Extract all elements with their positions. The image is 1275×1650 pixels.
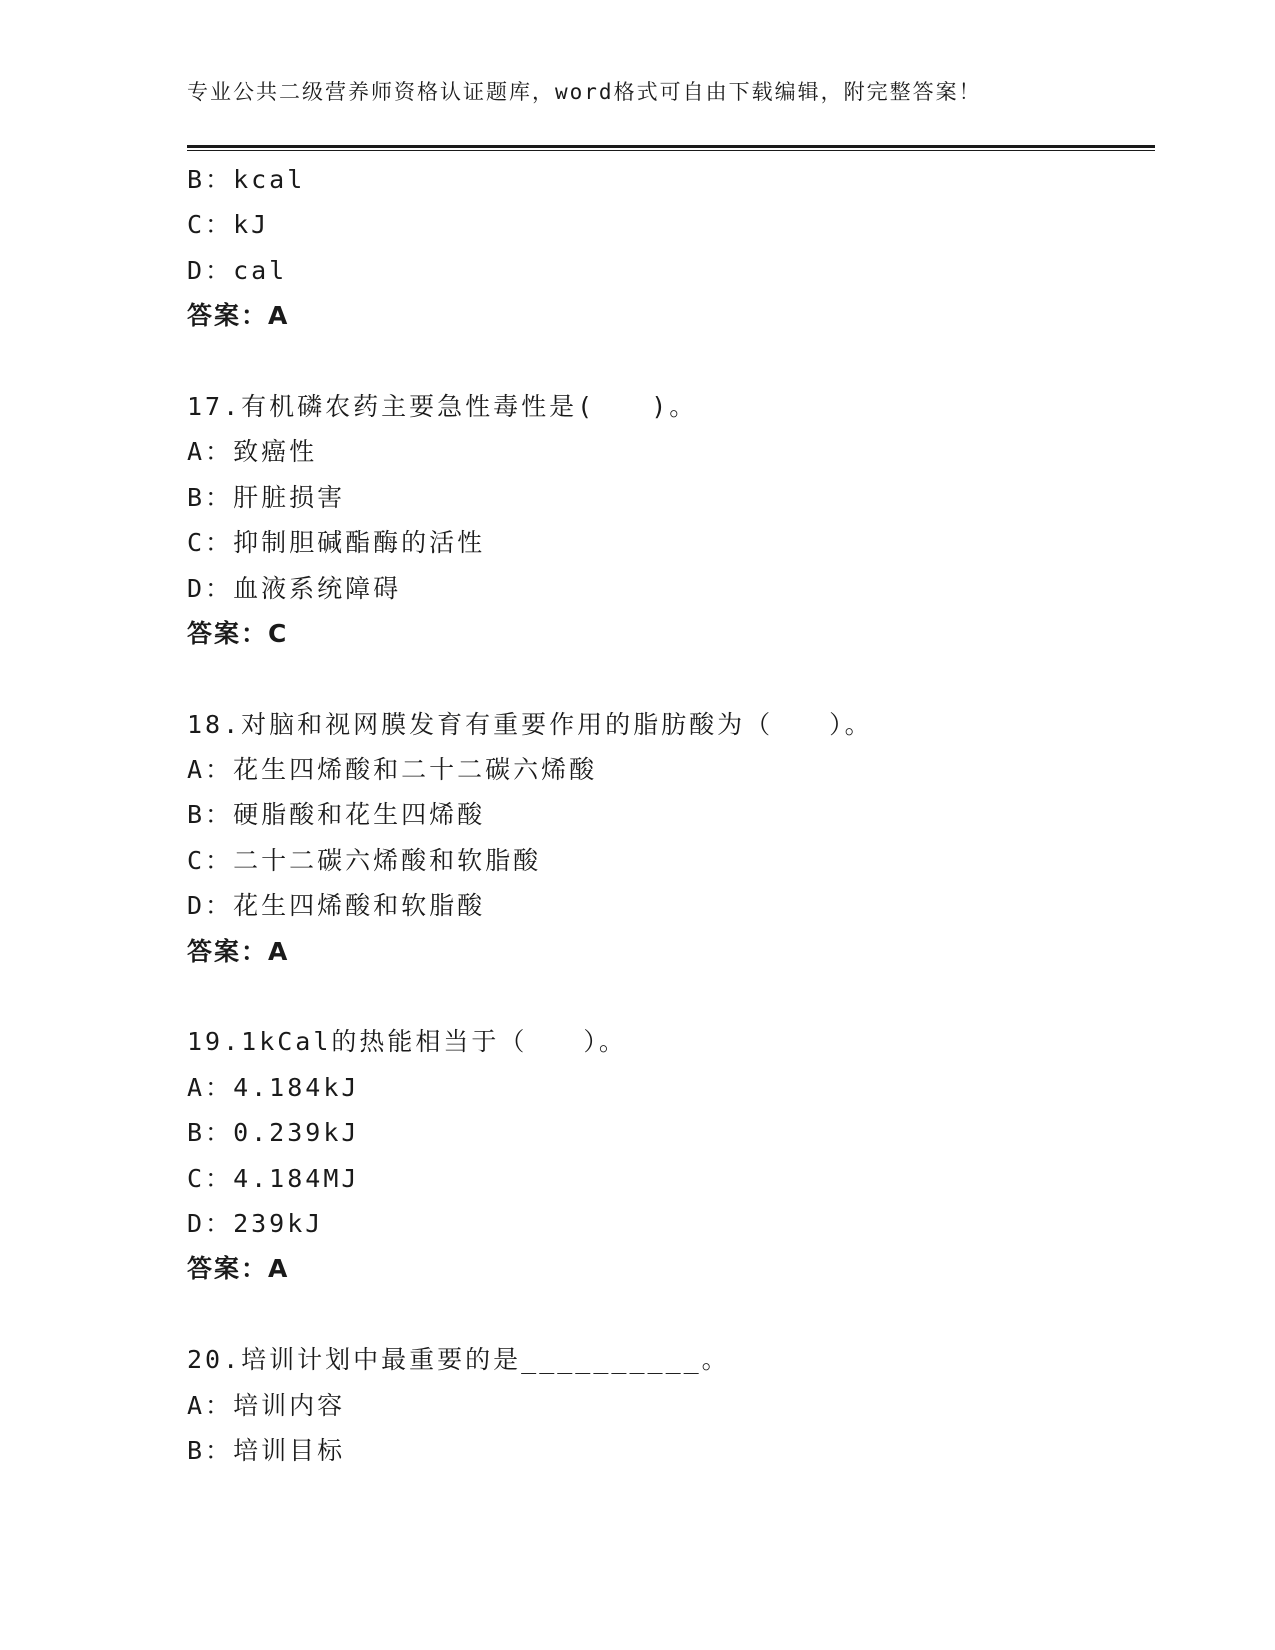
option-label: C：: [187, 528, 234, 558]
option-label: B：: [187, 1435, 234, 1465]
option-text: kcal: [233, 165, 306, 194]
option-text: 抑制胆碱酯酶的活性: [233, 528, 486, 558]
option-line: [187, 157, 1155, 202]
answer-label: 答案：: [187, 1254, 269, 1284]
option-text: 培训目标: [233, 1435, 346, 1465]
answer-value: C: [268, 618, 289, 648]
answer-label: 答案：: [187, 618, 269, 648]
spacer: [187, 656, 1155, 701]
option-label: A：: [187, 1072, 234, 1102]
question-stem: 17.有机磷农药主要急性毒性是( )。: [187, 391, 698, 421]
spacer: [187, 339, 1155, 384]
option-label: B：: [187, 165, 234, 194]
header-rule-thin: [187, 150, 1155, 151]
option-text: 花生四烯酸和二十二碳六烯酸: [233, 755, 598, 785]
option-line: [187, 747, 1155, 792]
question-stem: 19.1kCal的热能相当于（ ）。: [187, 1027, 627, 1057]
answer-line: [187, 611, 1155, 656]
option-text: 4.184MJ: [233, 1163, 360, 1193]
option-line: [187, 1428, 1155, 1473]
question-list: [187, 157, 1155, 1473]
option-line: [187, 792, 1155, 837]
option-text: cal: [233, 255, 288, 285]
option-line: [187, 1201, 1155, 1246]
question-stem: 20.培训计划中最重要的是__________。: [187, 1345, 730, 1375]
option-line: [187, 1110, 1155, 1155]
option-text: 花生四烯酸和软脂酸: [233, 891, 486, 921]
option-text: 0.239kJ: [233, 1118, 360, 1148]
option-text: 硬脂酸和花生四烯酸: [233, 800, 486, 830]
option-label: C：: [187, 845, 234, 875]
option-text: 血液系统障碍: [233, 573, 402, 603]
spacer: [187, 974, 1155, 1019]
answer-value: A: [268, 301, 290, 331]
option-label: A：: [187, 437, 234, 467]
answer-label: 答案：: [187, 301, 269, 331]
option-label: B：: [187, 800, 234, 830]
option-label: D：: [187, 1208, 234, 1238]
option-line: [187, 475, 1155, 520]
spacer: [187, 1292, 1155, 1337]
option-text: 二十二碳六烯酸和软脂酸: [233, 845, 542, 875]
option-line: [187, 1383, 1155, 1428]
option-text: 致癌性: [233, 437, 318, 467]
header-rule-thick: [187, 145, 1155, 148]
option-label: C：: [187, 1163, 234, 1193]
option-label: B：: [187, 1118, 234, 1148]
question-stem: 18.对脑和视网膜发育有重要作用的脂肪酸为（ ）。: [187, 709, 873, 739]
option-line: [187, 883, 1155, 928]
answer-line: [187, 1246, 1155, 1291]
answer-label: 答案：: [187, 936, 269, 966]
option-line: [187, 1065, 1155, 1110]
option-text: 肝脏损害: [233, 482, 346, 512]
answer-value: A: [268, 936, 290, 966]
option-label: D：: [187, 573, 234, 603]
option-label: C：: [187, 210, 234, 240]
option-line: [187, 838, 1155, 883]
page-header: 专业公共二级营养师资格认证题库，word格式可自由下载编辑，附完整答案！: [187, 80, 982, 104]
option-line: [187, 566, 1155, 611]
option-label: A：: [187, 755, 234, 785]
option-label: D：: [187, 891, 234, 921]
option-line: [187, 1156, 1155, 1201]
option-label: D：: [187, 255, 234, 285]
option-line: [187, 248, 1155, 293]
answer-line: [187, 293, 1155, 338]
answer-value: A: [268, 1254, 290, 1284]
option-label: A：: [187, 1390, 234, 1420]
option-line: [187, 429, 1155, 474]
option-line: [187, 520, 1155, 565]
option-text: kJ: [233, 210, 270, 240]
answer-line: [187, 929, 1155, 974]
option-text: 239kJ: [233, 1208, 324, 1238]
option-label: B：: [187, 482, 234, 512]
option-line: [187, 202, 1155, 247]
option-text: 4.184kJ: [233, 1072, 360, 1102]
option-text: 培训内容: [233, 1390, 346, 1420]
